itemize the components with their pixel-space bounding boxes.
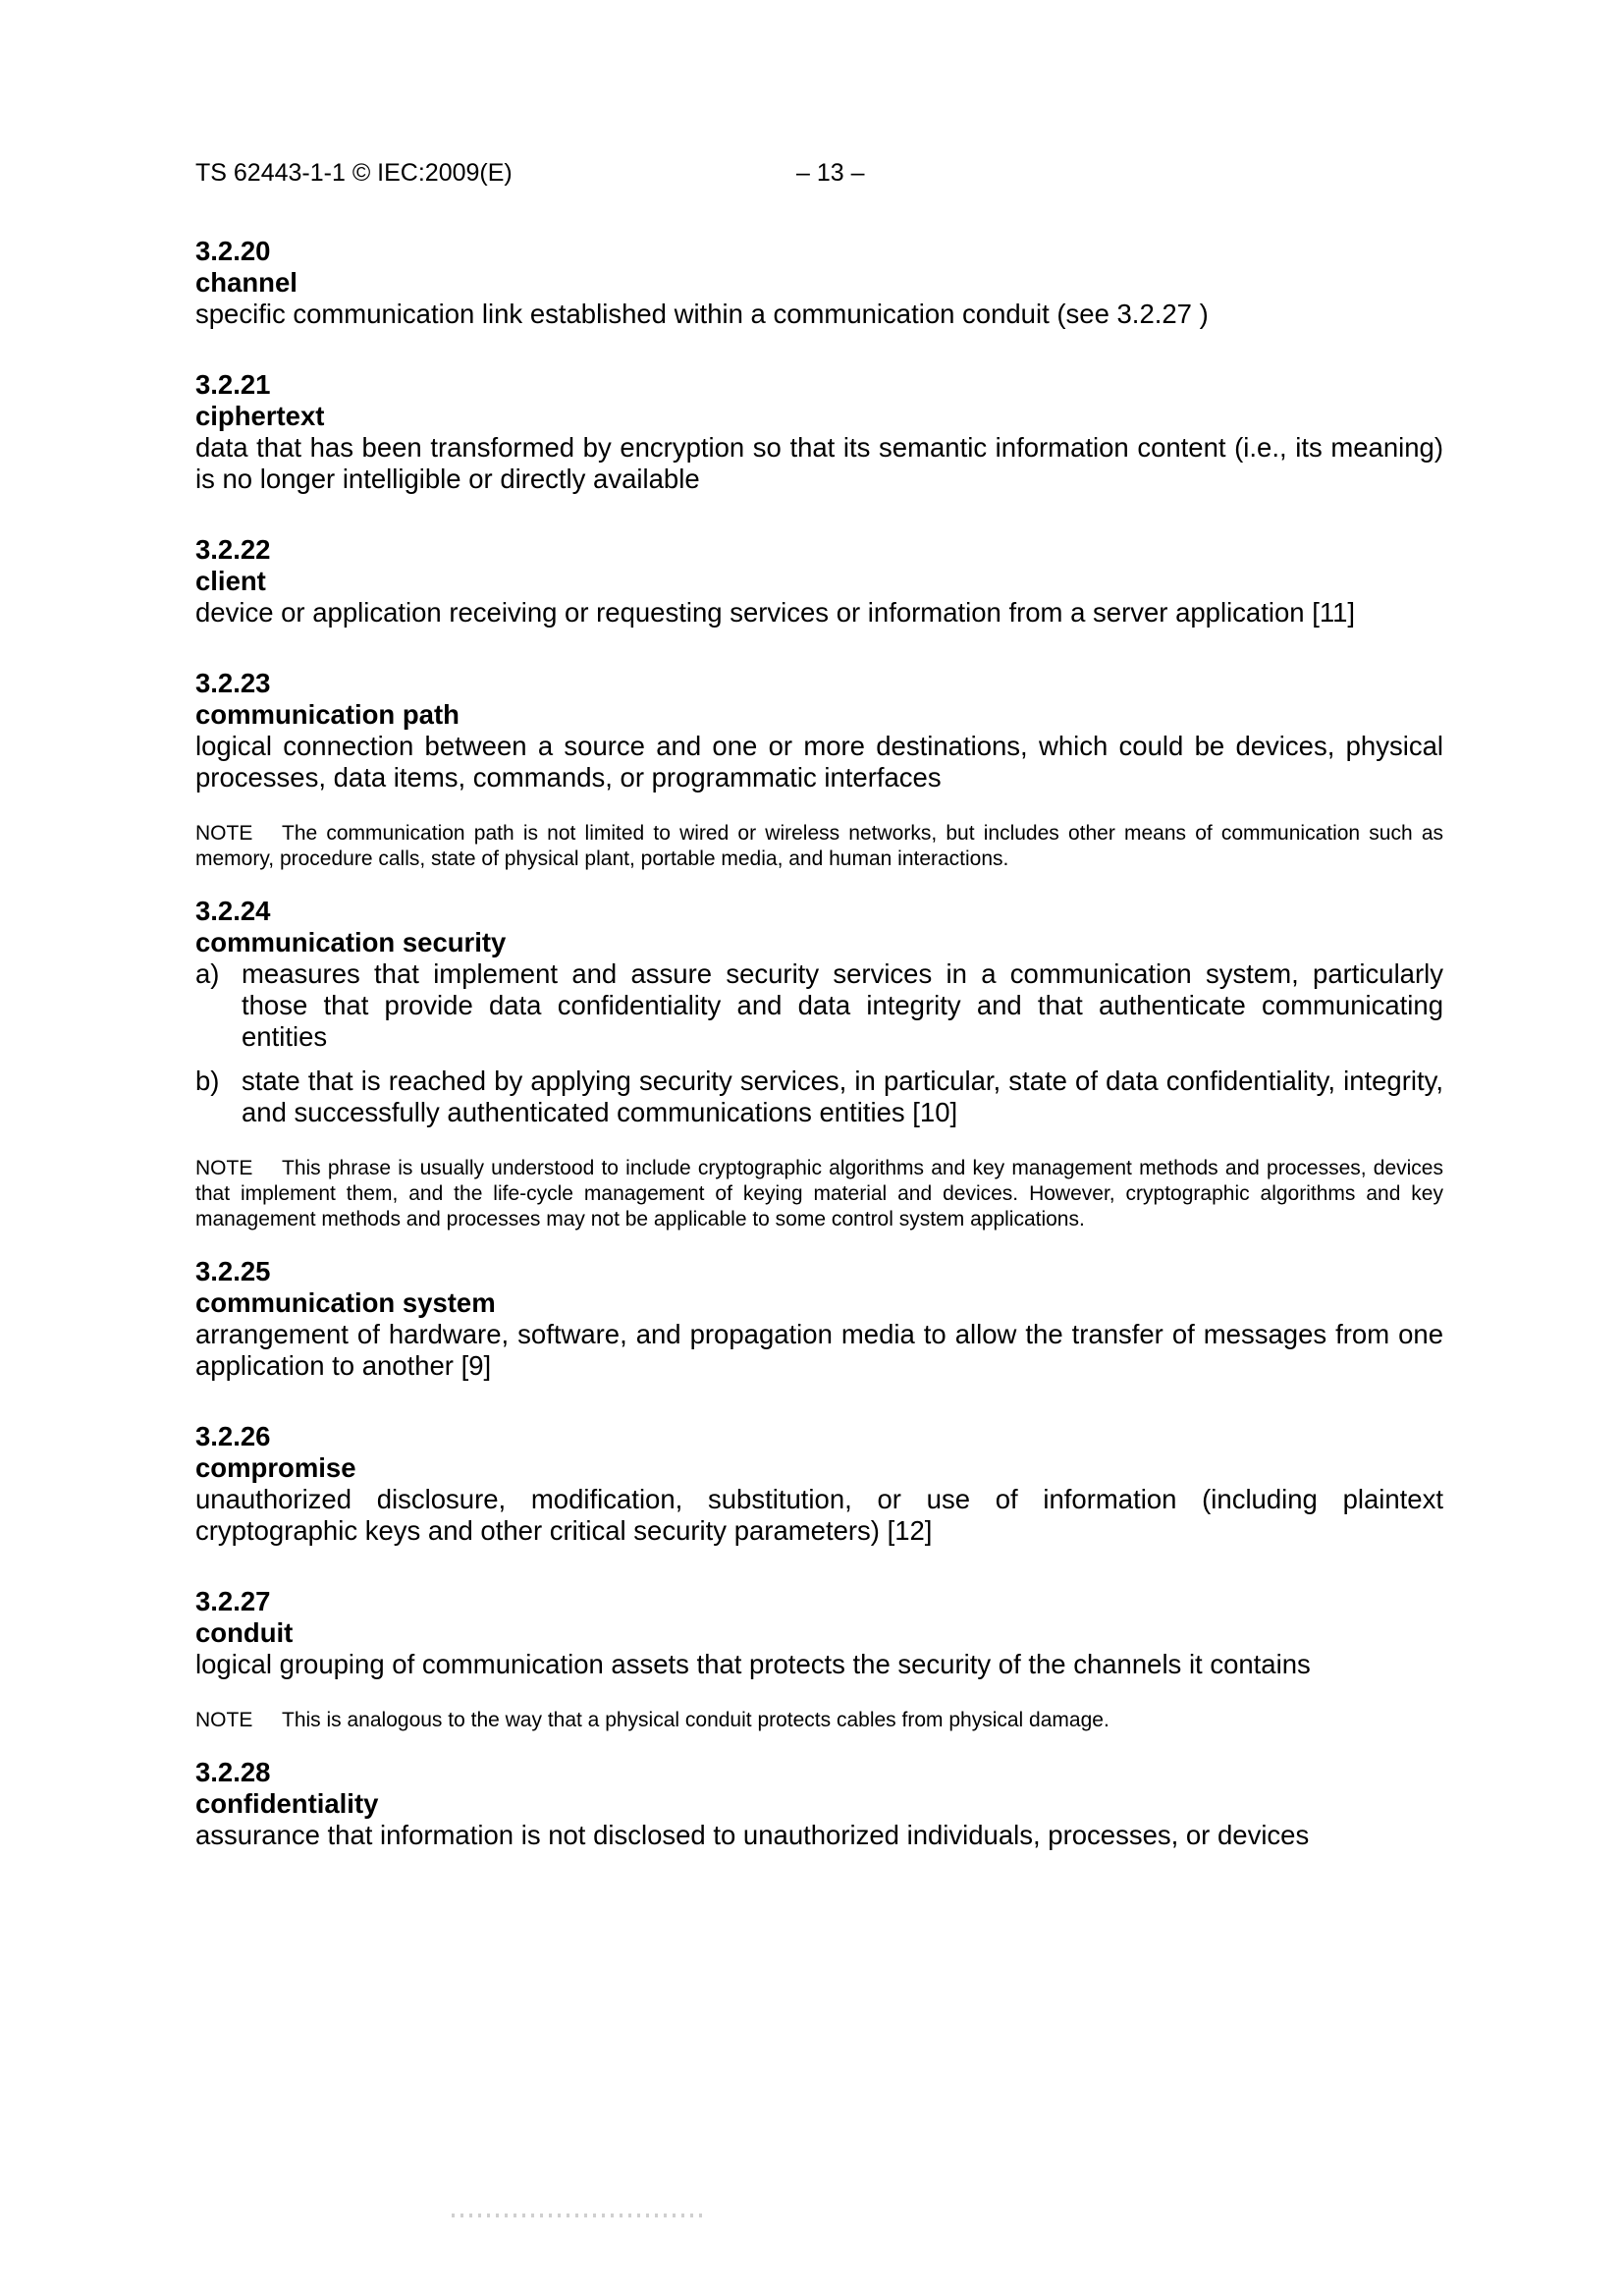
term-number: 3.2.25 — [195, 1256, 271, 1286]
term-name: communication system — [195, 1287, 496, 1318]
term-definition: unauthorized disclosure, modification, substitution, or use of information (including plaintext cryptographic keys and other critical security parameters) [12] — [195, 1484, 1443, 1546]
term-name: communication path — [195, 699, 460, 730]
term-name: confidentiality — [195, 1788, 379, 1819]
term-3-2-26 — [195, 1421, 1443, 1547]
note-label: NOTE — [195, 1709, 253, 1731]
term-3-2-23 — [195, 668, 1443, 872]
term-name: compromise — [195, 1452, 356, 1483]
list-marker: a) — [195, 958, 220, 989]
term-3-2-28 — [195, 1757, 1443, 1851]
term-name: communication security — [195, 927, 507, 957]
term-definition: logical connection between a source and one or more destinations, which could be devices, physical processes, data items, commands, or programmatic interfaces — [195, 731, 1443, 793]
definition-item-b — [195, 1066, 1443, 1128]
term-definition: specific communication link established within a communication conduit (see 3.2.27 ) — [195, 299, 1209, 329]
term-note — [195, 821, 1443, 872]
list-item-text: measures that implement and assure security services in a communication system, particularly those that provide data confidentiality and data integrity and that authenticate communicating entities — [242, 958, 1443, 1052]
term-3-2-25 — [195, 1256, 1443, 1382]
term-3-2-21 — [195, 369, 1443, 495]
note-label: NOTE — [195, 1157, 253, 1179]
footer-dotted-mark — [452, 2214, 703, 2217]
term-name: conduit — [195, 1617, 294, 1648]
term-number: 3.2.23 — [195, 668, 271, 698]
document-body — [195, 236, 1443, 1851]
term-3-2-20 — [195, 236, 1443, 330]
note-text: This is analogous to the way that a physical conduit protects cables from physical damage. — [282, 1709, 1109, 1731]
term-definition: logical grouping of communication assets that protects the security of the channels it contains — [195, 1649, 1311, 1679]
term-number: 3.2.21 — [195, 369, 271, 400]
term-number: 3.2.22 — [195, 534, 271, 565]
term-definition: arrangement of hardware, software, and propagation media to allow the transfer of messages from one application to another [9] — [195, 1319, 1443, 1381]
page-header — [195, 157, 1442, 189]
term-number: 3.2.24 — [195, 896, 271, 926]
list-item-text: state that is reached by applying security services, in particular, state of data confidentiality, integrity, and successfully authenticated communications entities [10] — [242, 1066, 1443, 1127]
note-label: NOTE — [195, 822, 253, 845]
list-marker: b) — [195, 1066, 220, 1096]
page-number: – 13 – — [796, 159, 865, 187]
term-definition: device or application receiving or requesting services or information from a server application [11] — [195, 597, 1356, 628]
term-name: channel — [195, 267, 298, 298]
term-number: 3.2.20 — [195, 236, 271, 266]
term-3-2-24 — [195, 896, 1443, 1232]
note-text: This phrase is usually understood to include cryptographic algorithms and key management methods and processes, devices that implement them, and the life-cycle management of keying material and devices. However, cryptographic algorithms and key management methods and processes may not be applicable to some control system applications. — [195, 1157, 1443, 1230]
standard-reference: TS 62443-1-1 © IEC:2009(E) — [195, 159, 513, 187]
term-definition: data that has been transformed by encryption so that its semantic information content (i.e., its meaning) is no longer intelligible or directly available — [195, 432, 1443, 494]
term-definition: assurance that information is not disclosed to unauthorized individuals, processes, or devices — [195, 1820, 1310, 1850]
term-3-2-22 — [195, 534, 1443, 629]
term-3-2-27 — [195, 1586, 1443, 1733]
definition-item-a — [195, 958, 1443, 1053]
term-name: ciphertext — [195, 401, 325, 431]
term-name: client — [195, 566, 266, 596]
term-number: 3.2.28 — [195, 1757, 271, 1787]
term-note — [195, 1156, 1443, 1232]
term-number: 3.2.26 — [195, 1421, 271, 1451]
note-text: The communication path is not limited to wired or wireless networks, but includes other means of communication such as memory, procedure calls, state of physical plant, portable media, and human interactions. — [195, 822, 1443, 870]
term-number: 3.2.27 — [195, 1586, 271, 1616]
term-note — [195, 1708, 1443, 1733]
